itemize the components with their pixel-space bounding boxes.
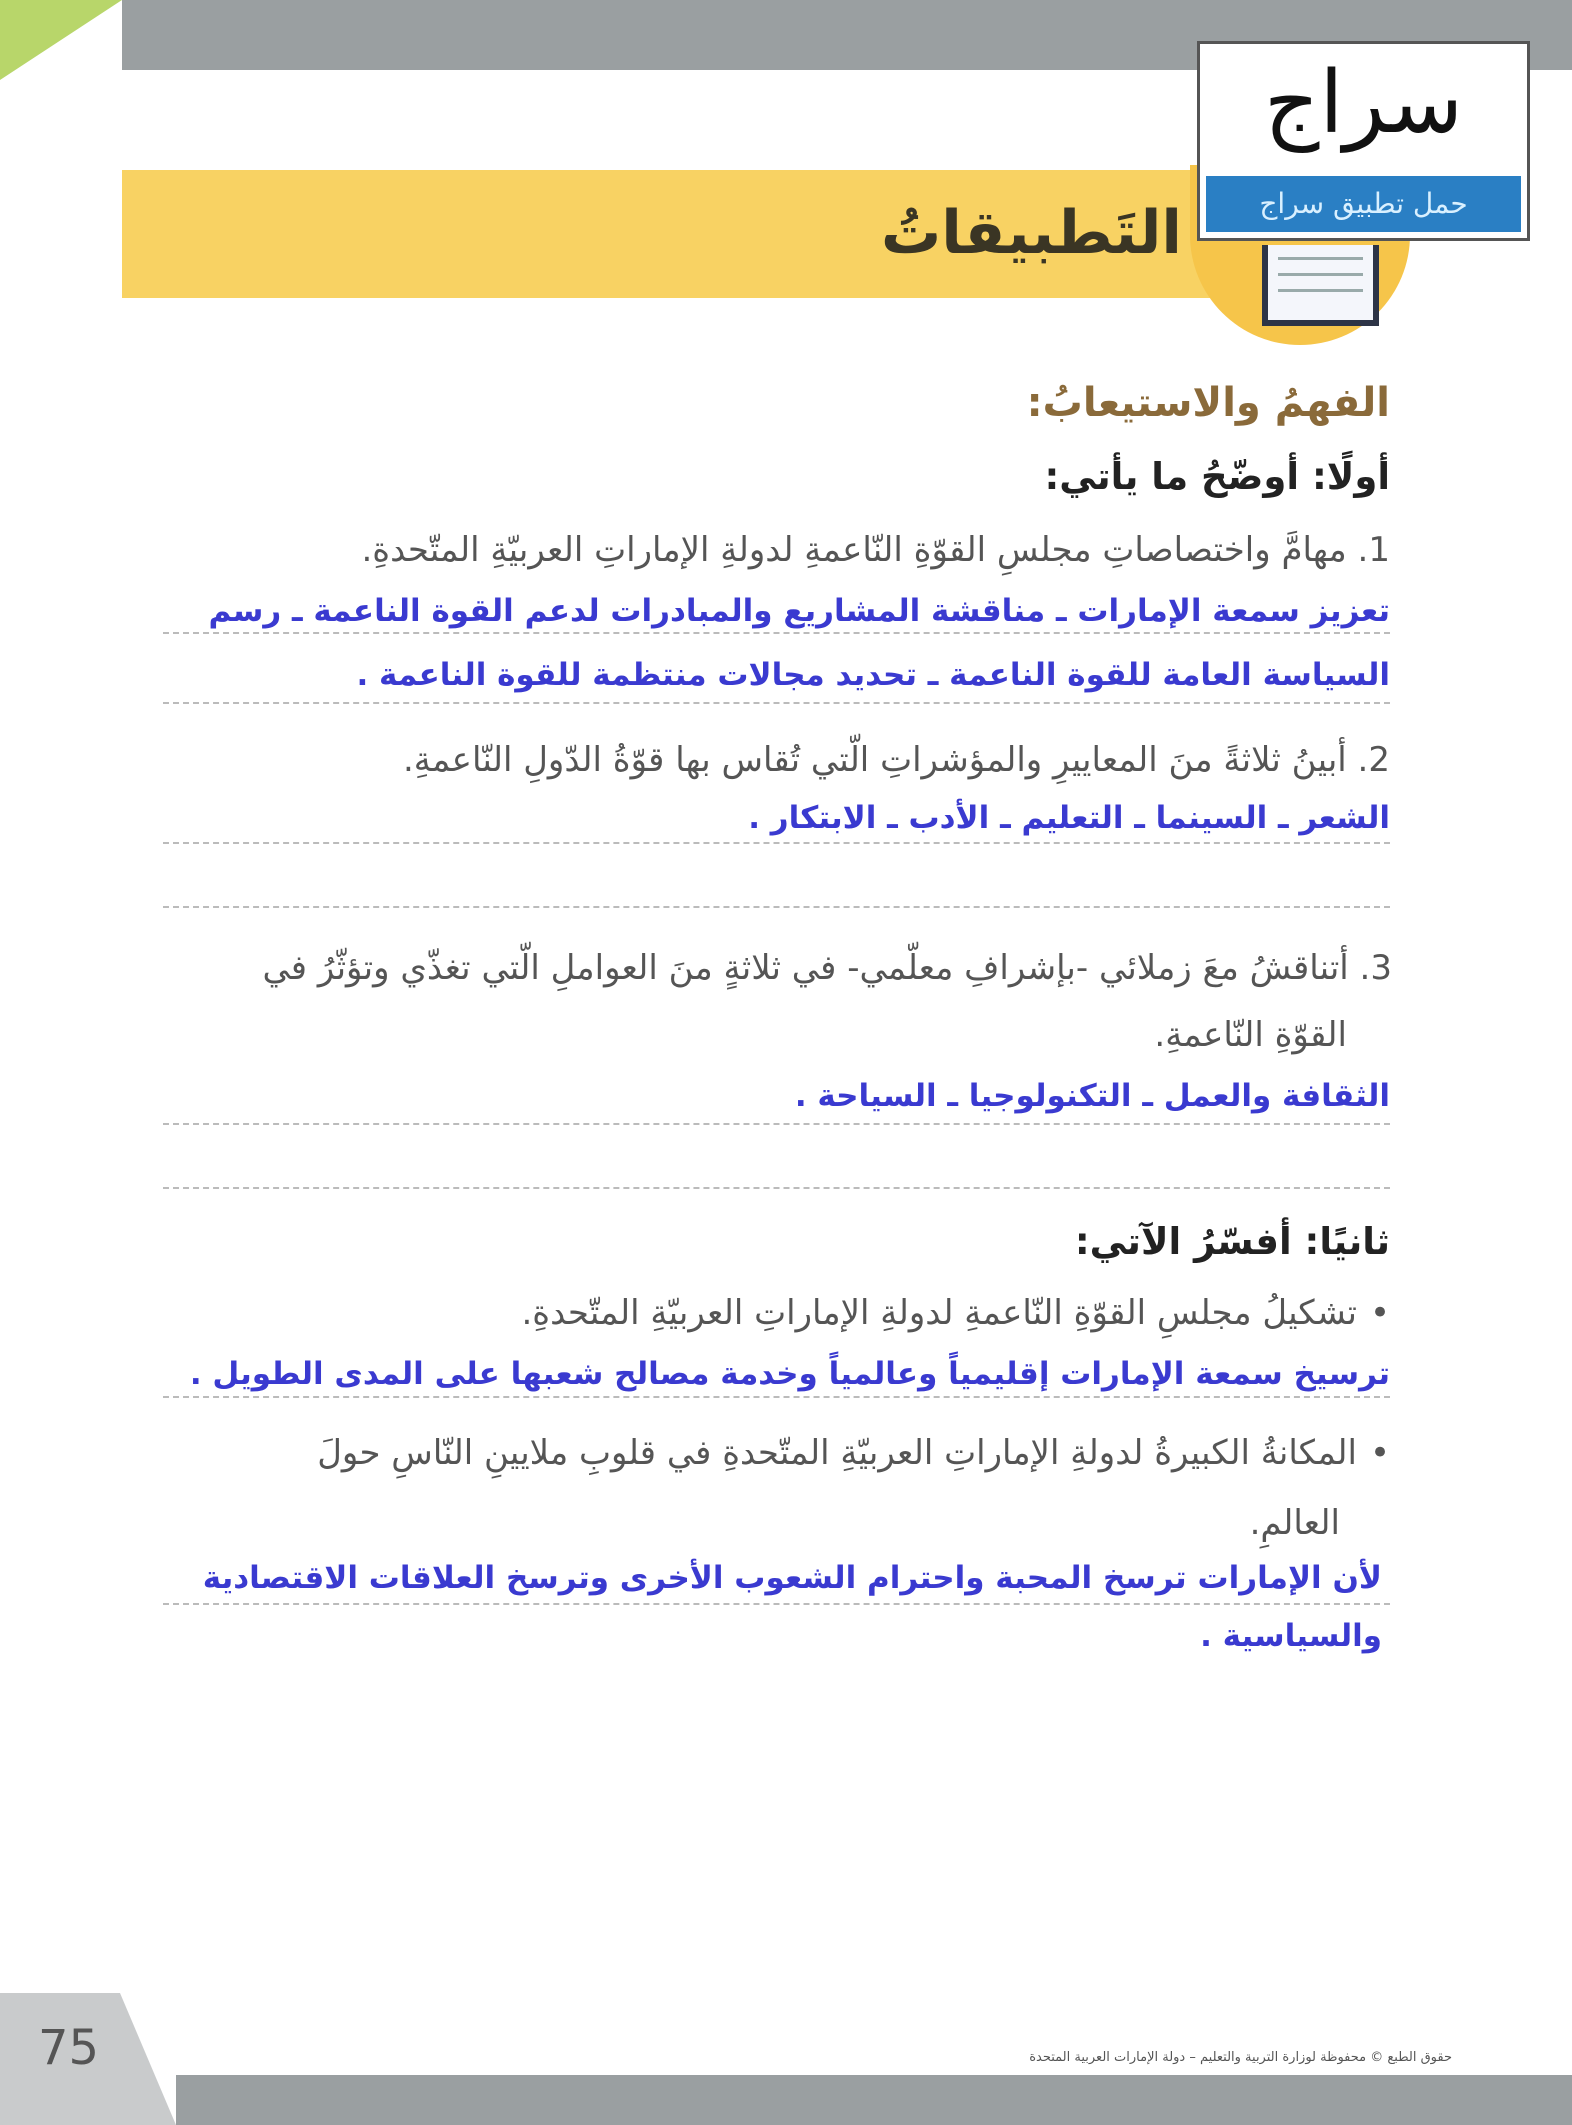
item-2-cont: العالمِ. [1249,1503,1340,1543]
answer-1-line-1: تعزيز سمعة الإمارات ـ مناقشة المشاريع والمبادرات لدعم القوة الناعمة ـ رسم [208,593,1390,629]
answer-line [163,1396,1390,1398]
answer-line [163,1123,1390,1125]
answer-line [163,906,1390,908]
item-2-answer-line-2: والسياسية . [1200,1618,1382,1654]
section-heading: الفهمُ والاستيعابُ: [1026,380,1390,426]
item-2: المكانةُ الكبيرةُ لدولةِ الإماراتِ العربيّةِ المتّحدةِ في قلوبِ ملايينِ النّاسِ حولَ [317,1433,1357,1473]
answer-line [163,1603,1390,1605]
part2-heading: ثانيًا: أفسّرُ الآتي: [1074,1220,1390,1263]
question-2: 2. أبينُ ثلاثةً منَ المعاييرِ والمؤشراتِ الّتي تُقاس بها قوّةُ الدّولِ النّاعمةِ. [402,740,1390,780]
page-title: التَطبيقاتُ [880,198,1182,268]
answer-1-line-2: السياسة العامة للقوة الناعمة ـ تحديد مجالات منتظمة للقوة الناعمة . [356,657,1390,693]
answer-3-line-1: الثقافة والعمل ـ التكنولوجيا ـ السياحة . [794,1078,1390,1114]
logo-subtitle: حمل تطبيق سراج [1206,176,1521,232]
question-1: 1. مهامَّ واختصاصاتِ مجلسِ القوّةِ النّاعمةِ لدولةِ الإماراتِ العربيّةِ المتّحدةِ. [361,530,1390,570]
bottom-bar [176,2075,1572,2125]
bullet: • [1369,1433,1390,1473]
item-1-answer: ترسيخ سمعة الإمارات إقليمياً وعالمياً وخدمة مصالح شعبها على المدى الطويل . [189,1356,1390,1392]
corner-decoration [0,0,122,80]
siraj-logo[interactable] [1197,41,1530,241]
question-3-cont: القوّةِ النّاعمةِ. [1154,1015,1347,1055]
item-1: تشكيلُ مجلسِ القوّةِ النّاعمةِ لدولةِ الإماراتِ العربيّةِ المتّحدةِ. [521,1293,1357,1333]
answer-2-line-1: الشعر ـ السينما ـ التعليم ـ الأدب ـ الابتكار . [748,800,1390,836]
bullet: • [1369,1293,1390,1333]
question-3: 3. أتناقشُ معَ زملائي -بإشرافِ معلّمي- في ثلاثةٍ منَ العواملِ الّتي تغذّي وتؤثّرُ في [262,948,1392,988]
answer-line [163,702,1390,704]
part1-heading: أولًا: أوضّحُ ما يأتي: [1044,455,1390,498]
logo-name: سراج [1264,53,1463,153]
page-number: 75 [38,2020,100,2076]
answer-line [163,842,1390,844]
item-2-answer-line-1: لأن الإمارات ترسخ المحبة واحترام الشعوب الأخرى وترسخ العلاقات الاقتصادية [202,1560,1382,1596]
answer-line [163,632,1390,634]
copyright-text: حقوق الطبع © محفوظة لوزارة التربية والتعليم – دولة الإمارات العربية المتحدة [1029,2050,1452,2065]
answer-line [163,1187,1390,1189]
document-icon [1262,245,1379,326]
